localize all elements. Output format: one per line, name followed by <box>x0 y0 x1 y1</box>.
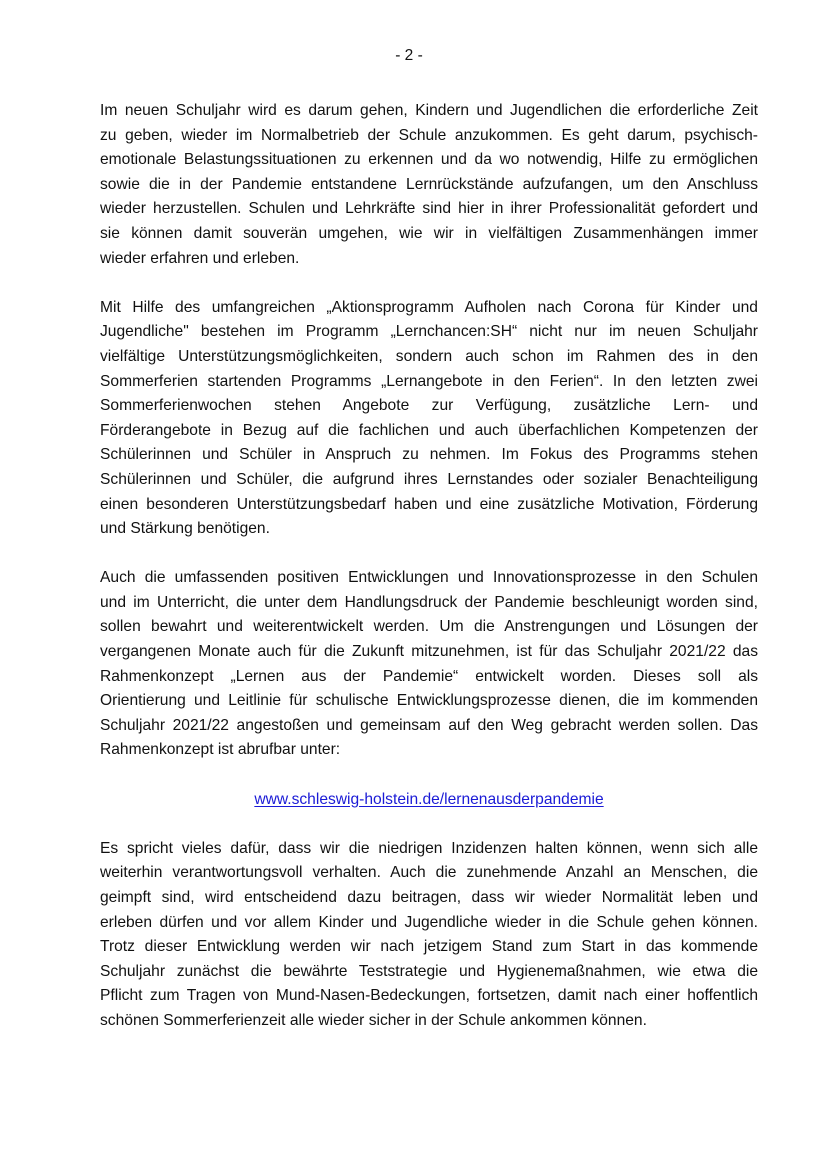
text-line: geimpft sind, wird entscheidend dazu beitragen, dass wir wieder Normalität leben und <box>100 889 758 906</box>
text-line: Schuljahr zunächst die bewährte Teststrategie und Hygienemaßnahmen, wie etwa die <box>100 962 758 980</box>
text-line: emotionale Belastungssituationen zu erkennen und da wo notwendig, Hilfe zu ermöglichen <box>100 151 758 169</box>
text-line: Schülerinnen und Schüler, die aufgrund ihres Lernstandes oder sozialer Benachteiligung <box>100 470 758 488</box>
text-line: Pflicht zum Tragen von Mund-Nasen-Bedeckungen, fortsetzen, damit nach einer hoffentlich <box>100 987 758 1005</box>
text-line: weiterhin verantwortungsvoll verhalten. Auch die zunehmende Anzahl an Menschen, die <box>100 864 758 882</box>
paragraph-action-program <box>100 296 758 542</box>
paragraph-incidence-outlook <box>100 837 758 1034</box>
text-line: sollen bewahrt und weiterentwickelt werden. Um die Anstrengungen und Lösungen der <box>100 618 758 636</box>
text-line: erleben dürfen und vor allem Kinder und Jugendliche wieder in die Schule gehen können. <box>100 913 758 931</box>
text-line: Mit Hilfe des umfangreichen „Aktionsprogramm Aufholen nach Corona für Kinder und <box>100 298 758 316</box>
paragraph-new-school-year <box>100 99 758 271</box>
rahmenkonzept-link[interactable]: www.schleswig-holstein.de/lernenausderpandemie <box>254 790 604 808</box>
document-body <box>100 99 758 1058</box>
text-line: und Stärkung benötigen. <box>100 520 270 538</box>
text-line: Sommerferien startenden Programms „Lernangebote in den Ferien“. In den letzten zwei <box>100 372 758 390</box>
text-line: Schuljahr 2021/22 angestoßen und gemeinsam auf den Weg gebracht werden sollen. Das <box>100 716 758 734</box>
text-line: und im Unterricht, die unter dem Handlungsdruck der Pandemie beschleunigt worden sind, <box>100 593 758 611</box>
text-line: Rahmenkonzept ist abrufbar unter: <box>100 741 341 759</box>
text-line: Trotz dieser Entwicklung werden wir nach jetzigem Stand zum Start in das kommende <box>100 938 758 956</box>
text-line: einen besonderen Unterstützungsbedarf haben und eine zusätzliche Motivation, Förderung <box>100 495 758 513</box>
text-line: Rahmenkonzept „Lernen aus der Pandemie“ entwickelt worden. Dieses soll als <box>100 667 758 685</box>
text-line: wieder erfahren und erleben. <box>100 249 300 267</box>
text-line: Sommerferienwochen stehen Angebote zur Verfügung, zusätzliche Lern- und <box>100 397 758 415</box>
text-line: vielfältige Unterstützungsmöglichkeiten, sondern auch schon im Rahmen des in den <box>100 347 758 365</box>
text-line: Jugendliche" bestehen im Programm „Lernchancen:SH“ nicht nur im neuen Schuljahr <box>100 323 758 341</box>
text-line: Orientierung und Leitlinie für schulische Entwicklungsprozesse dienen, die im kommenden <box>100 692 758 710</box>
page-number: - 2 - <box>395 47 423 64</box>
text-line: Schülerinnen und Schüler in Anspruch zu nehmen. Im Fokus des Programms stehen <box>100 446 758 464</box>
text-line: schönen Sommerferienzeit alle wieder sicher in der Schule ankommen können. <box>100 1011 647 1029</box>
text-line: zu geben, wieder im Normalbetrieb der Schule anzukommen. Es geht darum, psychisch- <box>100 126 758 144</box>
text-line: sie können damit souverän umgehen, wie wir in vielfältigen Zusammenhängen immer <box>100 224 758 242</box>
text-line: Es spricht vieles dafür, dass wir die niedrigen Inzidenzen halten können, wenn sich alle <box>100 839 758 857</box>
text-line: Förderangebote in Bezug auf die fachlichen und auch überfachlichen Kompetenzen der <box>100 421 758 439</box>
paragraph-learning-from-pandemic <box>100 566 758 763</box>
text-line: sowie die in der Pandemie entstandene Lernrückstände aufzufangen, um den Anschluss <box>100 175 758 193</box>
text-line: wieder herzustellen. Schulen und Lehrkräfte sind hier in ihrer Professionalität gefordert und <box>100 200 758 218</box>
text-line: vergangenen Monate auch für die Zukunft mitzunehmen, ist für das Schuljahr 2021/22 das <box>100 643 758 661</box>
link-row <box>100 788 758 813</box>
text-line: Im neuen Schuljahr wird es darum gehen, Kindern und Jugendlichen die erforderliche Zeit <box>100 102 758 119</box>
text-line: Auch die umfassenden positiven Entwicklungen und Innovationsprozesse in den Schulen <box>100 569 758 587</box>
